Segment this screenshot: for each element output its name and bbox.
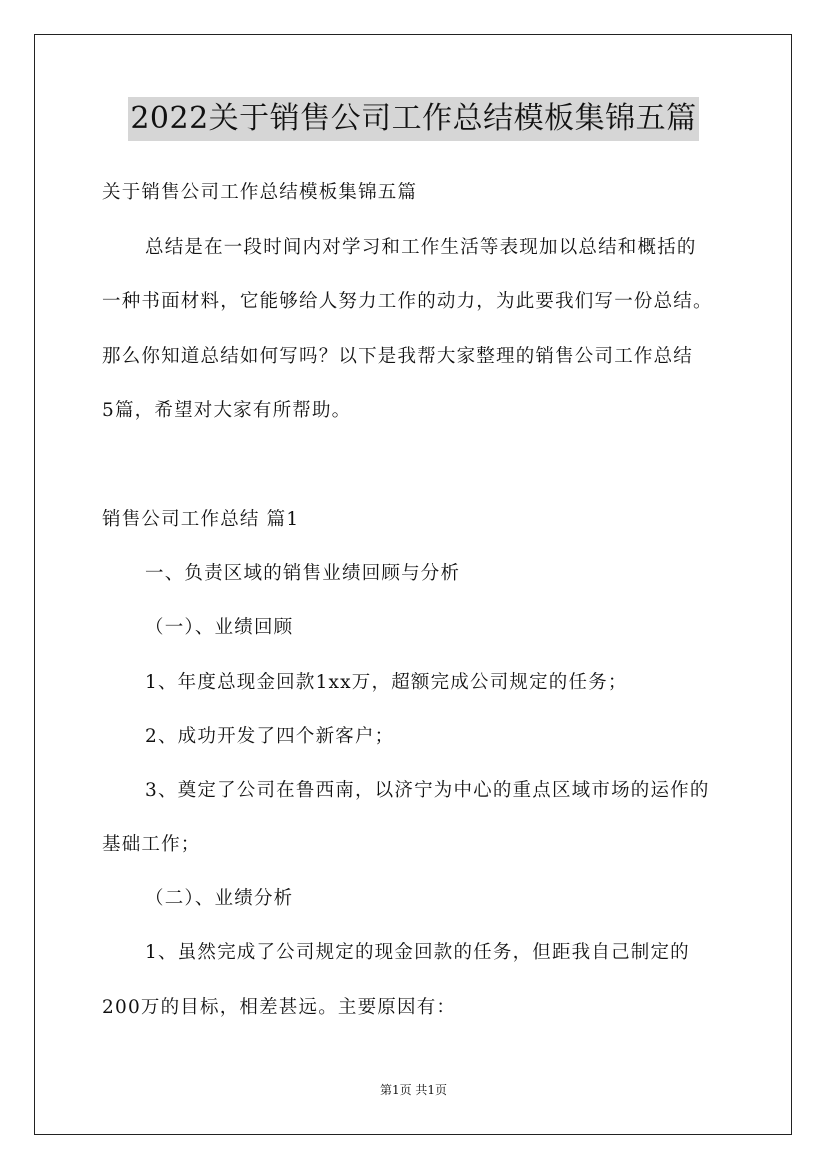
body-line-6: 基础工作； <box>102 834 201 855</box>
body-line-5: 3、奠定了公司在鲁西南，以济宁为中心的重点区域市场的运作的 <box>145 780 710 801</box>
body-line-3: 1、年度总现金回款1xx万，超额完成公司规定的任务； <box>145 672 628 693</box>
body-line-4: 2、成功开发了四个新客户； <box>145 726 395 747</box>
body-line-2: （一）、业绩回顾 <box>145 617 294 638</box>
document-title: 2022关于销售公司工作总结模板集锦五篇 <box>128 97 698 141</box>
document-subtitle: 关于销售公司工作总结模板集锦五篇 <box>102 182 418 203</box>
body-line-1: 一、负责区域的销售业绩回顾与分析 <box>145 563 461 584</box>
intro-line-1: 总结是在一段时间内对学习和工作生活等表现加以总结和概括的 <box>145 237 697 258</box>
section-heading: 销售公司工作总结 篇1 <box>102 509 300 530</box>
body-line-8: 1、虽然完成了公司规定的现金回款的任务，但距我自己制定的 <box>145 942 690 963</box>
intro-line-4: 5篇，希望对大家有所帮助。 <box>102 400 352 421</box>
body-line-9: 200万的目标，相差甚远。主要原因有： <box>102 997 457 1018</box>
page-footer: 第1页 共1页 <box>379 1083 448 1097</box>
body-line-7: （二）、业绩分析 <box>145 888 294 909</box>
intro-line-3: 那么你知道总结如何写吗？以下是我帮大家整理的销售公司工作总结 <box>102 346 694 367</box>
document-title-container <box>0 97 827 141</box>
intro-line-2: 一种书面材料，它能够给人努力工作的动力，为此要我们写一份总结。 <box>102 291 713 312</box>
